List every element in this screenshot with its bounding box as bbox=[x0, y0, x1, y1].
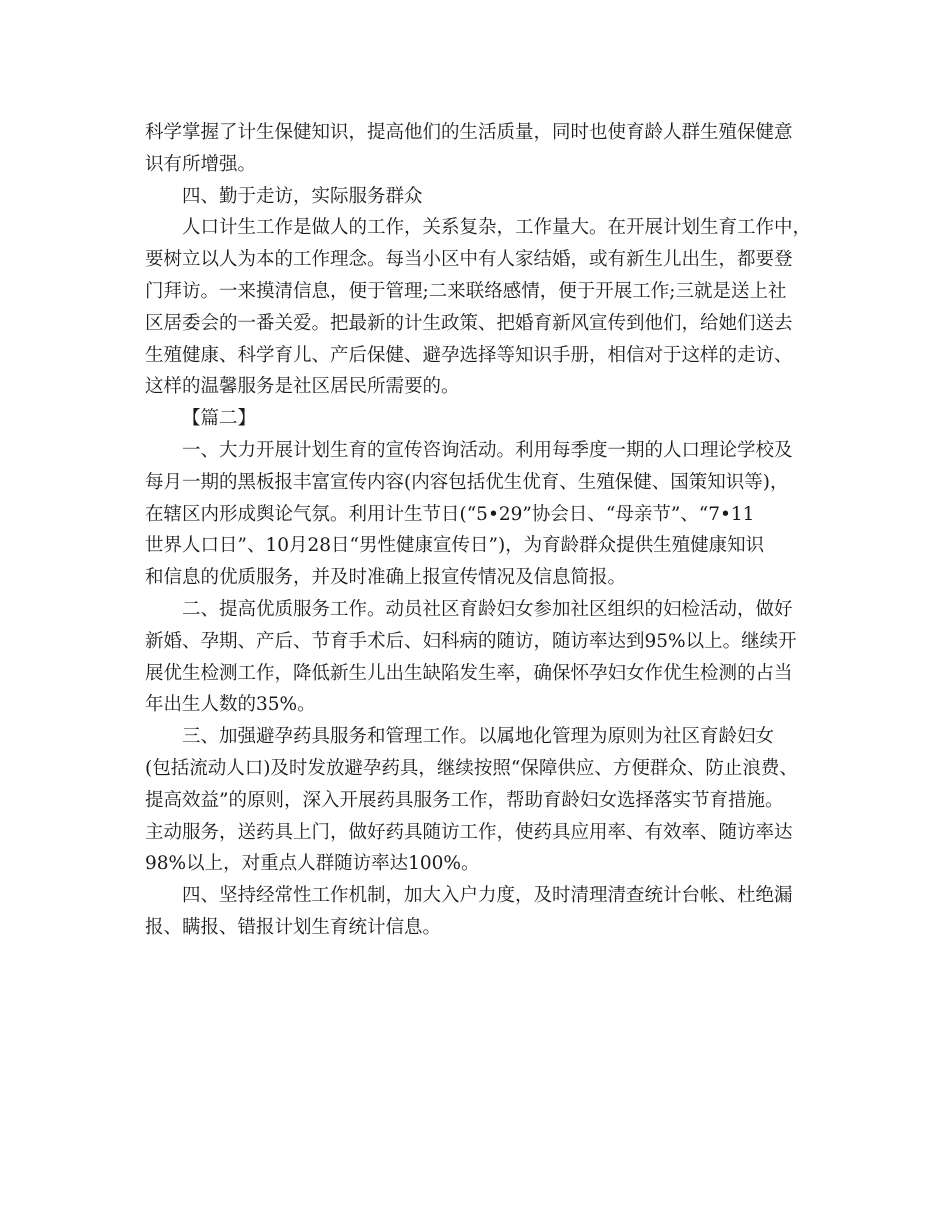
paragraph-start: 三、加强避孕药具服务和管理工作。以属地化管理为原则为社区育龄妇女 bbox=[182, 726, 775, 748]
body-line: 年出生人数的35%。 bbox=[145, 694, 316, 716]
document-body bbox=[145, 117, 810, 944]
part-heading: 【篇二】 bbox=[182, 408, 257, 430]
paragraph-start: 人口计生工作是做人的工作，关系复杂，工作量大。在开展计划生育工作中， bbox=[182, 217, 812, 239]
paragraph-start: 二、提高优质服务工作。动员社区育龄妇女参加社区组织的妇检活动，做好 bbox=[182, 598, 793, 620]
body-line: 提高效益”的原则，深入开展药具服务工作，帮助育龄妇女选择落实节育措施。 bbox=[145, 789, 784, 811]
paragraph-start: 四、坚持经常性工作机制，加大入户力度，及时清理清查统计台帐、杜绝漏 bbox=[182, 885, 793, 907]
body-line: 门拜访。一来摸清信息，便于管理;二来联络感情，便于开展工作;三就是送上社 bbox=[145, 280, 787, 302]
body-line: 每月一期的黑板报丰富宣传内容(内容包括优生优育、生殖保健、国策知识等)， bbox=[145, 471, 789, 493]
body-line: 和信息的优质服务，并及时准确上报宣传情况及信息简报。 bbox=[145, 567, 627, 589]
body-line: 识有所增强。 bbox=[145, 153, 257, 175]
body-line: 报、瞒报、错报计划生育统计信息。 bbox=[145, 916, 442, 938]
body-line: 这样的温馨服务是社区居民所需要的。 bbox=[145, 376, 460, 398]
body-line: (包括流动人口)及时发放避孕药具，继续按照“保障供应、方便群众、防止浪费、 bbox=[145, 757, 798, 779]
body-line: 展优生检测工作，降低新生儿出生缺陷发生率，确保怀孕妇女作优生检测的占当 bbox=[145, 662, 793, 684]
body-line: 要树立以人为本的工作理念。每当小区中有人家结婚，或有新生儿出生，都要登 bbox=[145, 249, 793, 271]
body-line: 科学掌握了计生保健知识，提高他们的生活质量，同时也使育龄人群生殖保健意 bbox=[145, 122, 793, 143]
body-line: 98%以上，对重点人群随访率达100%。 bbox=[145, 853, 480, 875]
body-line: 主动服务，送药具上门，做好药具随访工作，使药具应用率、有效率、随访率达 bbox=[145, 821, 793, 843]
body-line: 世界人口日”、10月28日“男性健康宣传日”)，为育龄群众提供生殖健康知识 bbox=[145, 535, 765, 557]
body-line: 在辖区内形成舆论气氛。利用计生节日(“5•29”协会日、“母亲节”、“7•11 bbox=[145, 503, 755, 525]
body-line: 新婚、孕期、产后、节育手术后、妇科病的随访，随访率达到95%以上。继续开 bbox=[145, 630, 797, 652]
section-heading: 四、勤于走访，实际服务群众 bbox=[182, 185, 423, 207]
body-line: 生殖健康、科学育儿、产后保健、避孕选择等知识手册，相信对于这样的走访、 bbox=[145, 344, 793, 366]
paragraph-start: 一、大力开展计划生育的宣传咨询活动。利用每季度一期的人口理论学校及 bbox=[182, 439, 793, 461]
body-line: 区居委会的一番关爱。把最新的计生政策、把婚育新风宣传到他们，给她们送去 bbox=[145, 312, 793, 334]
